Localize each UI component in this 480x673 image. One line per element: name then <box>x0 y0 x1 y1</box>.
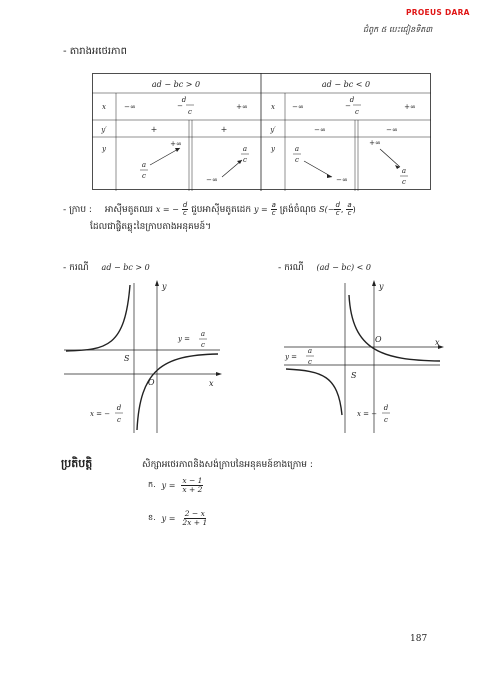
svg-text:c: c <box>308 358 312 366</box>
case2-label: - ករណី (ad − bc) < 0 <box>278 263 371 273</box>
deriv-sign: −∞ <box>314 126 326 134</box>
pole-den: c <box>355 108 359 116</box>
x-plus-inf: +∞ <box>236 103 248 111</box>
page-number: 187 <box>410 634 428 644</box>
y-axis-label: y <box>162 282 167 291</box>
point-text: ត្រង់ចំណុច <box>279 205 317 215</box>
x-axis-label: x <box>209 379 214 388</box>
y-minus-inf: −∞ <box>206 176 218 184</box>
chapter-header: ជំពូក ៥ បេះជៀនទិត៣ <box>363 25 433 34</box>
y-axis-label: y <box>379 282 384 291</box>
asym-num: a <box>242 145 248 153</box>
x-minus-inf: −∞ <box>292 103 304 111</box>
pole-sign: − <box>345 102 351 110</box>
exercise-item-a: ក. y = $\frac{x - 1}{x + 2}$ <box>148 476 203 494</box>
y-plus-inf: +∞ <box>170 140 182 148</box>
asym-num: a <box>141 161 147 169</box>
center-s: S <box>124 354 130 363</box>
v-asym-eq: x = − <box>357 410 378 418</box>
pole-num: d <box>181 96 187 104</box>
asym-den: c <box>402 178 406 186</box>
case1-label: - ករណី ad − bc > 0 <box>63 263 150 273</box>
case2-header: ad − bc < 0 <box>321 80 371 89</box>
variation-table <box>92 73 432 191</box>
y-plus-inf: +∞ <box>369 139 381 147</box>
graph-case1 <box>62 275 232 435</box>
x-plus-inf: +∞ <box>404 103 416 111</box>
point-s: S(− <box>319 205 335 214</box>
asym-den: c <box>295 156 299 164</box>
horizontal-asymptote-text: ជួបអាស៊ីមតូតដេក <box>191 205 252 215</box>
svg-text:a: a <box>200 330 206 338</box>
row-label-x: x <box>102 103 106 111</box>
origin-o: O <box>148 378 155 387</box>
vertical-asymptote-text: អាស៊ីមតូតឈរ <box>104 205 153 215</box>
svg-text:d: d <box>383 404 389 412</box>
v-asym-eq: x = − <box>90 410 111 418</box>
asym-den: c <box>243 156 247 164</box>
y-minus-inf: −∞ <box>336 176 348 184</box>
row-label-yprime: y′ <box>101 126 107 134</box>
center-s: S <box>351 371 357 380</box>
y-equation: y = <box>253 205 268 214</box>
exercise-item-b: ខ. y = $\frac{2 - x}{2x + 1}$ <box>148 509 208 527</box>
deriv-sign: + <box>150 125 158 134</box>
svg-text:c: c <box>384 416 388 424</box>
svg-text:c: c <box>201 341 205 349</box>
svg-text:a: a <box>307 347 313 355</box>
origin-o: O <box>375 335 382 344</box>
h-asym-eq: y = <box>285 353 298 361</box>
svg-text:d: d <box>116 404 122 412</box>
row-label-yprime: y′ <box>270 126 276 134</box>
row-label-y: y <box>271 145 275 153</box>
asym-num: a <box>294 145 300 153</box>
graph-note-line2: ដែលជាផ្ចិតឆ្លុះនៃក្រាបតាងអនុគមន៍។ <box>90 222 212 232</box>
brand-label: PROEUS DARA <box>406 8 470 17</box>
svg-text:c: c <box>117 416 121 424</box>
graph-label: - ក្រាប : <box>63 205 92 215</box>
x-axis-label: x <box>435 338 440 347</box>
row-label-y: y <box>102 145 106 153</box>
row-label-x: x <box>271 103 275 111</box>
deriv-sign: + <box>220 125 228 134</box>
pole-num: d <box>349 96 355 104</box>
case1-header: ad − bc > 0 <box>151 80 201 89</box>
exercise-instruction: សិក្សាអថេរភាពនិងសង់ក្រាបនៃអនុគមន៍ខាងក្រោម : <box>142 460 313 470</box>
x-equation: x = − <box>155 205 179 214</box>
exercise-title: ប្រតិបត្តិ <box>61 457 93 470</box>
graph-case2 <box>282 275 447 435</box>
deriv-sign: −∞ <box>386 126 398 134</box>
pole-sign: − <box>177 102 183 110</box>
h-asym-eq: y = <box>178 335 191 343</box>
asym-num: a <box>401 167 407 175</box>
section-title: - តារាងអថេរភាព <box>63 46 127 57</box>
graph-note-line1: - ក្រាប : អាស៊ីមតូតឈរ x = − $\frac{d}{c}$ ជួបអាស៊ីមតូតដេក y = $\frac{a}{c}$ ត្រង់ចំណុច S(− $\frac{d}{c}$ , $\frac{a}{c}$ ) <box>63 201 356 217</box>
x-minus-inf: −∞ <box>124 103 136 111</box>
asym-den: c <box>142 172 146 180</box>
pole-den: c <box>188 108 192 116</box>
